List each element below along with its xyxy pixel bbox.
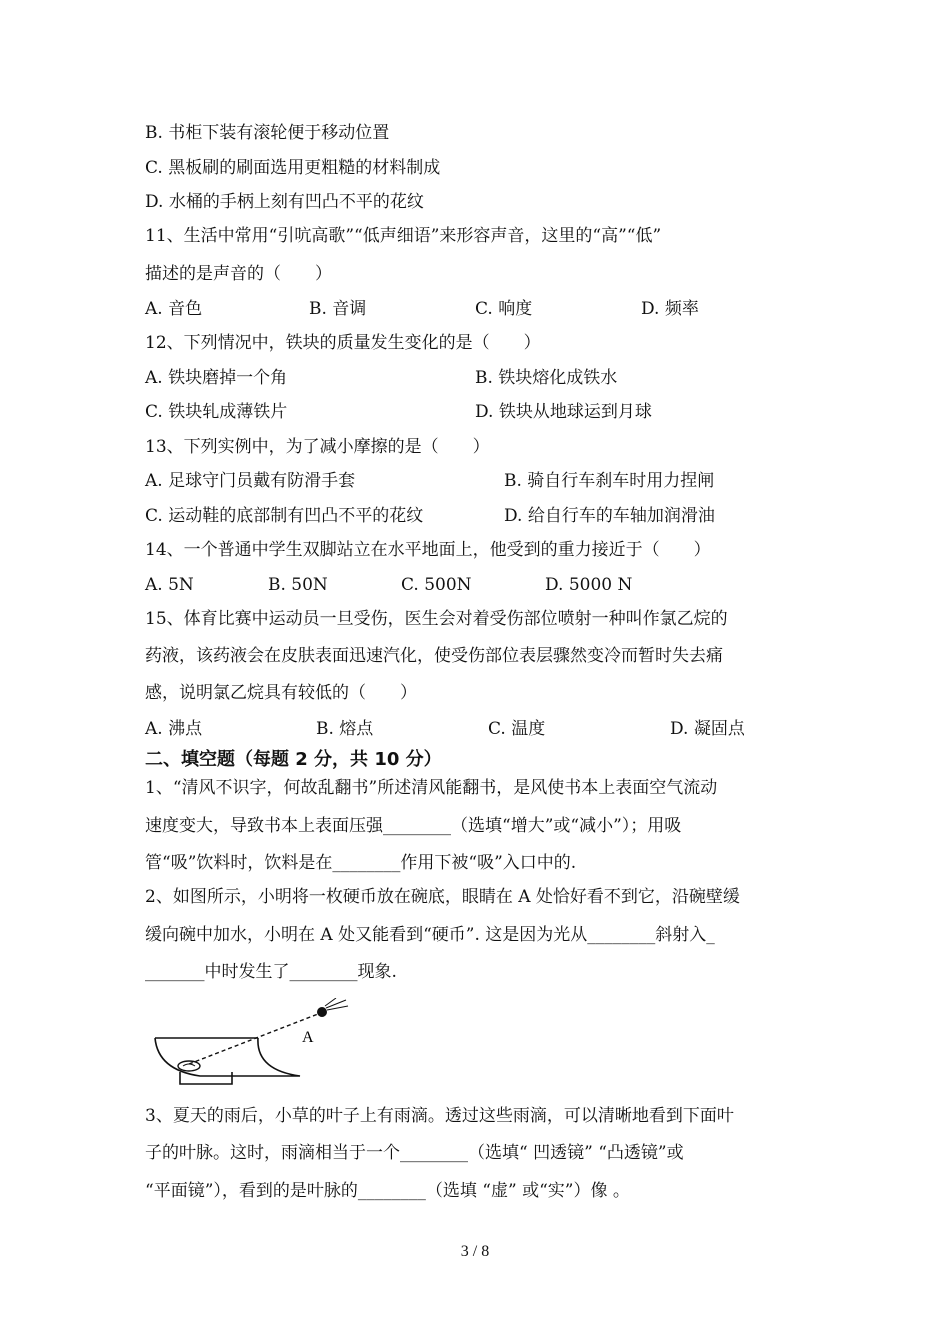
q15-stem-line3: 感，说明氯乙烷具有较低的（ ） — [145, 683, 417, 703]
bowl-outline — [155, 1038, 300, 1076]
q14-option-b: B. 50N — [268, 575, 328, 595]
q10-option-d: D. 水桶的手柄上刻有凹凸不平的花纹 — [145, 192, 424, 212]
fill-2-line3: _______中时发生了________现象. — [145, 962, 397, 982]
fill-2-line1: 2、如图所示，小明将一枚硬币放在碗底，眼睛在 A 处恰好看不到它，沿碗壁缓 — [145, 887, 740, 907]
fill-1-line2: 速度变大，导致书本上表面压强________（选填“增大”或“减小”）；用吸 — [145, 816, 682, 836]
fill-2-line2: 缓向碗中加水，小明在 A 处又能看到“硬币”. 这是因为光从________斜射入_ — [145, 925, 715, 945]
q10-option-b: B. 书柜下装有滚轮便于移动位置 — [145, 123, 390, 143]
page-number: 3 / 8 — [460, 1243, 490, 1260]
q14-option-c: C. 500N — [401, 575, 472, 595]
q15-option-c: C. 温度 — [488, 719, 546, 739]
fill-1-line1: 1、“清风不识字，何故乱翻书”所述清风能翻书，是风使书本上表面空气流动 — [145, 778, 718, 798]
q12-stem: 12、下列情况中，铁块的质量发生变化的是（ ） — [145, 333, 541, 353]
fill-3-line3: “平面镜”），看到的是叶脉的________（选填 “虚” 或“实”）像 。 — [145, 1181, 630, 1201]
fill-1-line3: 管“吸”饮料时，饮料是在________作用下被“吸”入口中的. — [145, 853, 577, 873]
q11-option-d: D. 频率 — [641, 299, 699, 319]
q11-stem-line1: 11、生活中常用“引吭高歌”“低声细语”来形容声音，这里的“高”“低” — [145, 226, 662, 246]
q15-option-d: D. 凝固点 — [670, 719, 745, 739]
q14-option-a: A. 5N — [145, 575, 194, 595]
fill-3-line1: 3、夏天的雨后，小草的叶子上有雨滴。透过这些雨滴，可以清晰地看到下面叶 — [145, 1106, 734, 1126]
fill-3-line2: 子的叶脉。这时，雨滴相当于一个________（选填“ 凹透镜” “凸透镜”或 — [145, 1143, 684, 1163]
q12-option-b: B. 铁块熔化成铁水 — [475, 368, 618, 388]
q15-stem-line2: 药液，该药液会在皮肤表面迅速汽化，使受伤部位表层骤然变冷而暂时失去痛 — [145, 646, 723, 666]
q15-option-b: B. 熔点 — [316, 719, 374, 739]
q11-option-a: A. 音色 — [145, 299, 203, 319]
q12-option-a: A. 铁块磨掉一个角 — [145, 368, 288, 388]
q11-option-b: B. 音调 — [309, 299, 367, 319]
q12-option-d: D. 铁块从地球运到月球 — [475, 402, 652, 422]
q13-option-d: D. 给自行车的车轴加润滑油 — [504, 506, 715, 526]
q11-option-c: C. 响度 — [475, 299, 533, 319]
q15-stem-line1: 15、体育比赛中运动员一旦受伤，医生会对着受伤部位喷射一种叫作氯乙烷的 — [145, 609, 728, 629]
q14-option-d: D. 5000 N — [545, 575, 633, 595]
coin-icon — [178, 1061, 200, 1071]
q13-option-b: B. 骑自行车刹车时用力捏闸 — [504, 471, 715, 491]
q13-option-a: A. 足球守门员戴有防滑手套 — [145, 471, 356, 491]
section-2-heading: 二、填空题（每题 2 分，共 10 分） — [145, 749, 442, 770]
q13-stem: 13、下列实例中，为了减小摩擦的是（ ） — [145, 437, 490, 457]
bowl-coin-figure — [150, 998, 365, 1090]
q11-stem-line2: 描述的是声音的（ ） — [145, 264, 332, 284]
q10-option-c: C. 黑板刷的刷面选用更粗糙的材料制成 — [145, 158, 441, 178]
q15-option-a: A. 沸点 — [145, 719, 203, 739]
q13-option-c: C. 运动鞋的底部制有凹凸不平的花纹 — [145, 506, 424, 526]
q12-option-c: C. 铁块轧成薄铁片 — [145, 402, 288, 422]
eye-icon — [317, 1007, 327, 1017]
q14-stem: 14、一个普通中学生双脚站立在水平地面上，他受到的重力接近于（ ） — [145, 540, 711, 560]
figure-label-a: A — [302, 1029, 314, 1046]
sight-line — [189, 1014, 318, 1064]
